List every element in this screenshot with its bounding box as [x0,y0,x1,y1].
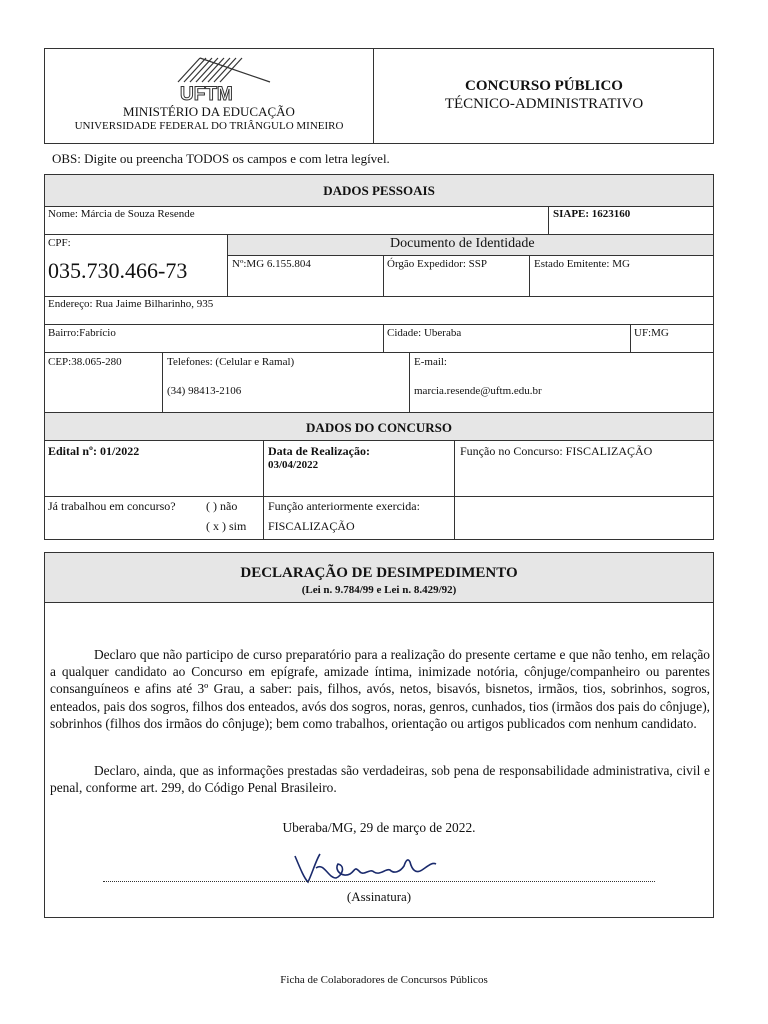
declaracao-paragraph-1-text: Declaro que não participo de curso preparatório para a realização do presente certame e que não tenho, em relação a qualquer candidato ao Concurso em epígrafe, amizade íntima, inimizade notória, cônjuge/companheiro ou parentes consanguíneos e afins até 3º Grau, a saber: pais, filhos, avós, netos, bisavós, bisnetos, irmãos, tios, sobrinhos, sogros, enteados, pais dos sogros, filhos dos enteados, avós dos sogros, noras, genros, cunhados, tios (irmãos dos pais do cônjuge), sobrinhos (filhos dos irmãos do cônjuge); bem como trabalhos, orientação ou artigos publicados com nenhum candidato. [50,647,710,731]
declaracao-title: DECLARAÇÃO DE DESIMPEDIMENTO [240,565,518,581]
signature-line [103,881,655,882]
funcao-anterior-value[interactable]: FISCALIZAÇÃO [268,519,355,533]
ministry-name: MINISTÉRIO DA EDUCAÇÃO [123,104,295,119]
nome-field[interactable]: Nome: Márcia de Souza Resende [48,208,195,220]
signature [290,848,440,888]
funcao-anterior-label: Função anteriormente exercida: [268,499,420,513]
header-title-1: CONCURSO PÚBLICO [465,78,623,94]
doc-title: Documento de Identidade [390,236,535,251]
declaracao-paragraph-1 [50,646,710,732]
funcao-field[interactable]: Função no Concurso: FISCALIZAÇÃO [460,444,653,458]
university-name: UNIVERSIDADE FEDERAL DO TRIÂNGULO MINEIRO [74,120,344,132]
declaracao-paragraph-2-text: Declaro, ainda, que as informações prestadas são verdadeiras, sob pena de responsabilidade administrativa, civil e penal, conforme art. 299, do Código Penal Brasileiro. [50,763,710,796]
ja-trabalhou-label: Já trabalhou em concurso? [48,499,176,513]
option-nao[interactable]: ( ) não [206,499,238,513]
doc-numero-field[interactable]: Nº:MG 6.155.804 [232,258,311,270]
email-field[interactable]: marcia.resende@uftm.edu.br [414,385,542,397]
endereco-field[interactable]: Endereço: Rua Jaime Bilharinho, 935 [48,298,214,310]
cpf-value[interactable]: 035.730.466-73 [48,258,188,283]
option-sim[interactable]: ( x ) sim [206,519,247,533]
uf-field[interactable]: UF:MG [634,327,669,339]
siape-field[interactable]: SIAPE: 1623160 [553,208,631,220]
cidade-field[interactable]: Cidade: Uberaba [387,327,462,339]
orgao-field[interactable]: Órgão Expedidor: SSP [387,258,488,270]
telefones-label: Telefones: (Celular e Ramal) [167,356,295,368]
form-table [44,174,714,540]
cep-field[interactable]: CEP:38.065-280 [48,356,122,368]
header-title-2: TÉCNICO-ADMINISTRATIVO [444,96,644,112]
declaracao-subtitle: (Lei n. 9.784/99 e Lei n. 8.429/92) [301,584,457,596]
declaracao-paragraph-2 [50,762,710,796]
place-date: Uberaba/MG, 29 de março de 2022. [282,820,476,835]
telefone-field[interactable]: (34) 98413-2106 [167,385,242,397]
obs-note: OBS: Digite ou preencha TODOS os campos e com letra legível. [52,151,390,166]
data-realizacao-value[interactable]: 03/04/2022 [268,459,319,471]
email-label: E-mail: [414,356,447,368]
signature-caption: (Assinatura) [346,889,412,904]
edital-field[interactable]: Edital nº: 01/2022 [48,444,140,458]
section-title-pessoais: DADOS PESSOAIS [323,183,435,198]
logo-text: UFTM [180,84,233,104]
section-title-concurso: DADOS DO CONCURSO [306,420,452,435]
data-realizacao-label: Data de Realização: [268,444,370,458]
footer-text: Ficha de Colaboradores de Concursos Públicos [280,974,488,986]
bairro-field[interactable]: Bairro:Fabrício [48,327,116,339]
estado-field[interactable]: Estado Emitente: MG [534,258,630,270]
cpf-label: CPF: [48,237,71,249]
uftm-logo [170,52,280,104]
